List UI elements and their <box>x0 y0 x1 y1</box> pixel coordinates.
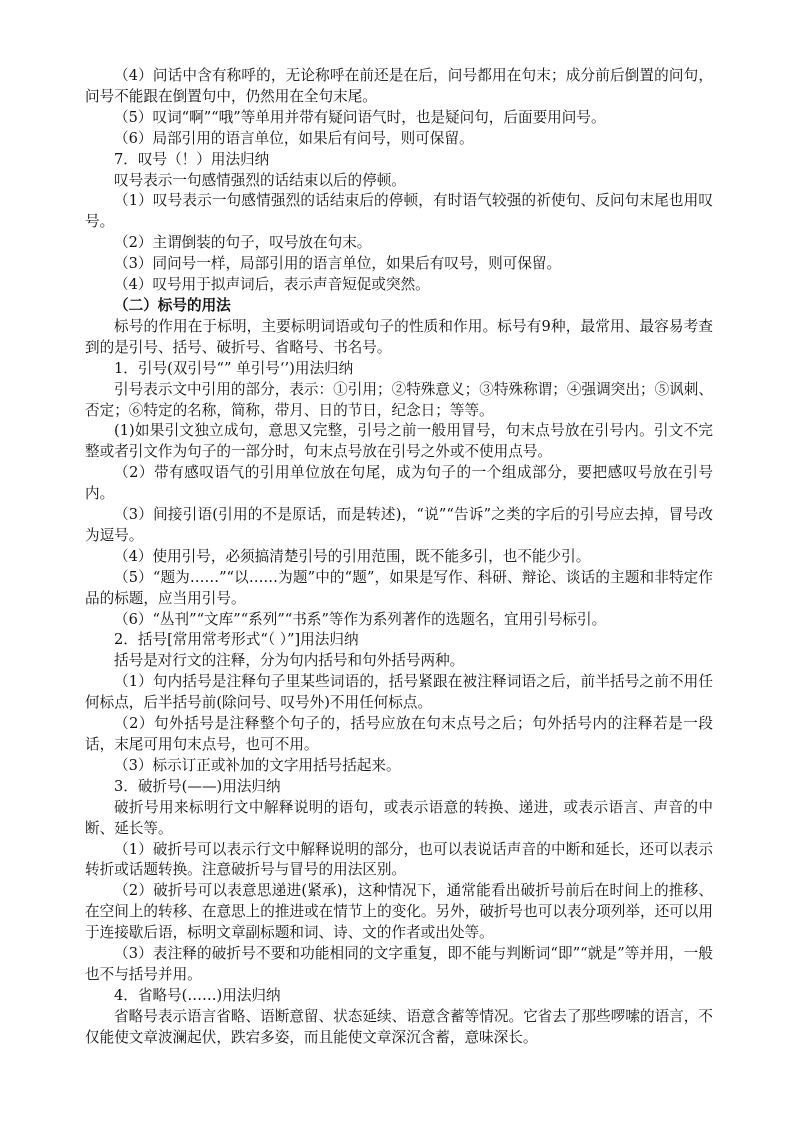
paragraph: 叹号表示一句感情强烈的话结束以后的停顿。 <box>114 171 406 189</box>
paragraph: 破折号用来标明行文中解释说明的语句，或表示语意的转换、递进，或表示语言、声音的中断、延长等。 <box>85 798 713 837</box>
document-page <box>85 66 713 1049</box>
section-heading: 2．括号[常用常考形式“（ ）”]用法归纳 <box>114 631 359 649</box>
paragraph: （2）破折号可以表意思递进(紧承)，这种情况下，通常能看出破折号前后在时间上的推移、在空间上的转移、在意思上的推进或在情节上的变化。另外，破折号也可以表分项列举，还可以用于连接歇后语，标明文章副标题和词、诗、文的作者或出处等。 <box>85 882 713 942</box>
paragraph: （5）叹词“啊”“哦”等单用并带有疑问语气时，也是疑问句，后面要用问号。 <box>114 108 606 126</box>
paragraph: （5）“题为……”“以……为题”中的“题”，如果是写作、科研、辩论、谈话的主题和非特定作品的标题，应当用引号。 <box>85 568 713 607</box>
paragraph: 引号表示文中引用的部分，表示：①引用；②特殊意义；③特殊称谓；④强调突出；⑤讽刺、否定；⑥特定的名称，简称，带月、日的节日，纪念日；等等。 <box>85 380 713 419</box>
paragraph: （2）带有感叹语气的引用单位放在句尾，成为句子的一个组成部分，要把感叹号放在引号内。 <box>85 464 713 503</box>
paragraph: （1）叹号表示一句感情强烈的话结束后的停顿，有时语气较强的祈使句、反问句末尾也用叹号。 <box>85 192 713 231</box>
paragraph: （4）叹号用于拟声词后，表示声音短促或突然。 <box>114 276 430 294</box>
paragraph: （3）同问号一样，局部引用的语言单位，如果后有叹号，则可保留。 <box>114 255 562 273</box>
paragraph: （3）表注释的破折号不要和功能相同的文字重复，即不能与判断词“即”“就是”等并用，一般也不与括号并用。 <box>85 945 713 983</box>
paragraph: 括号是对行文的注释，分为句内括号和句外括号两种。 <box>114 652 465 670</box>
paragraph: (1)如果引文独立成句，意思又完整，引号之前一般用冒号，句末点号放在引号内。引文不完整或者引文作为句子的一部分时，句末点号放在引号之外或不使用点号。 <box>85 422 713 461</box>
section-heading: 3．破折号(——)用法归纳 <box>114 777 281 795</box>
paragraph: （3）标示订正或补加的文字用括号括起来。 <box>114 756 401 774</box>
paragraph: （2）句外括号是注释整个句子的，括号应放在句末点号之后；句外括号内的注释若是一段话，末尾可用句末点号，也可不用。 <box>85 715 713 753</box>
part-heading: （二）标号的用法 <box>114 296 231 314</box>
section-heading: 1．引号(双引号“” 单引号‘’)用法归纳 <box>114 359 354 377</box>
paragraph: 标号的作用在于标明，主要标明词语或句子的性质和作用。标号有9种，最常用、最容易考查到的是引号、括号、破折号、省略号、书名号。 <box>85 317 713 356</box>
paragraph: （4）使用引号，必须搞清楚引号的引用范围，既不能多引，也不能少引。 <box>114 547 591 565</box>
paragraph: 省略号表示语言省略、语断意留、状态延续、语意含蓄等情况。它省去了那些啰嗦的语言，不仅能使文章波澜起伏，跌宕多姿，而且能使文章深沉含蓄，意味深长。 <box>85 1007 713 1046</box>
paragraph: （3）间接引语(引用的不是原话，而是转述)，“说”“告诉”之类的字后的引号应去掉，冒号改为逗号。 <box>85 506 713 544</box>
paragraph: （6）“丛刊”“文库”“系列”“书系”等作为系列著作的选题名，宜用引号标引。 <box>114 610 607 628</box>
section-heading: 4．省略号(……)用法归纳 <box>114 986 281 1004</box>
section-heading: 7．叹号（！）用法归纳 <box>114 150 270 168</box>
paragraph: （1）破折号可以表示行文中解释说明的部分，也可以表说话声音的中断和延长，还可以表示转折或话题转换。注意破折号与冒号的用法区别。 <box>85 840 713 879</box>
paragraph: （6）局部引用的语言单位，如果后有问号，则可保留。 <box>114 129 474 147</box>
paragraph: （4）问话中含有称呼的，无论称呼在前还是在后，问号都用在句末；成分前后倒置的问句，问号不能跟在倒置句中，仍然用在全句末尾。 <box>85 67 713 105</box>
paragraph: （1）句内括号是注释句子里某些词语的，括号紧跟在被注释词语之后，前半括号之前不用任何标点，后半括号前(除问号、叹号外)不用任何标点。 <box>85 673 713 712</box>
paragraph: （2）主谓倒装的句子，叹号放在句末。 <box>114 234 372 252</box>
